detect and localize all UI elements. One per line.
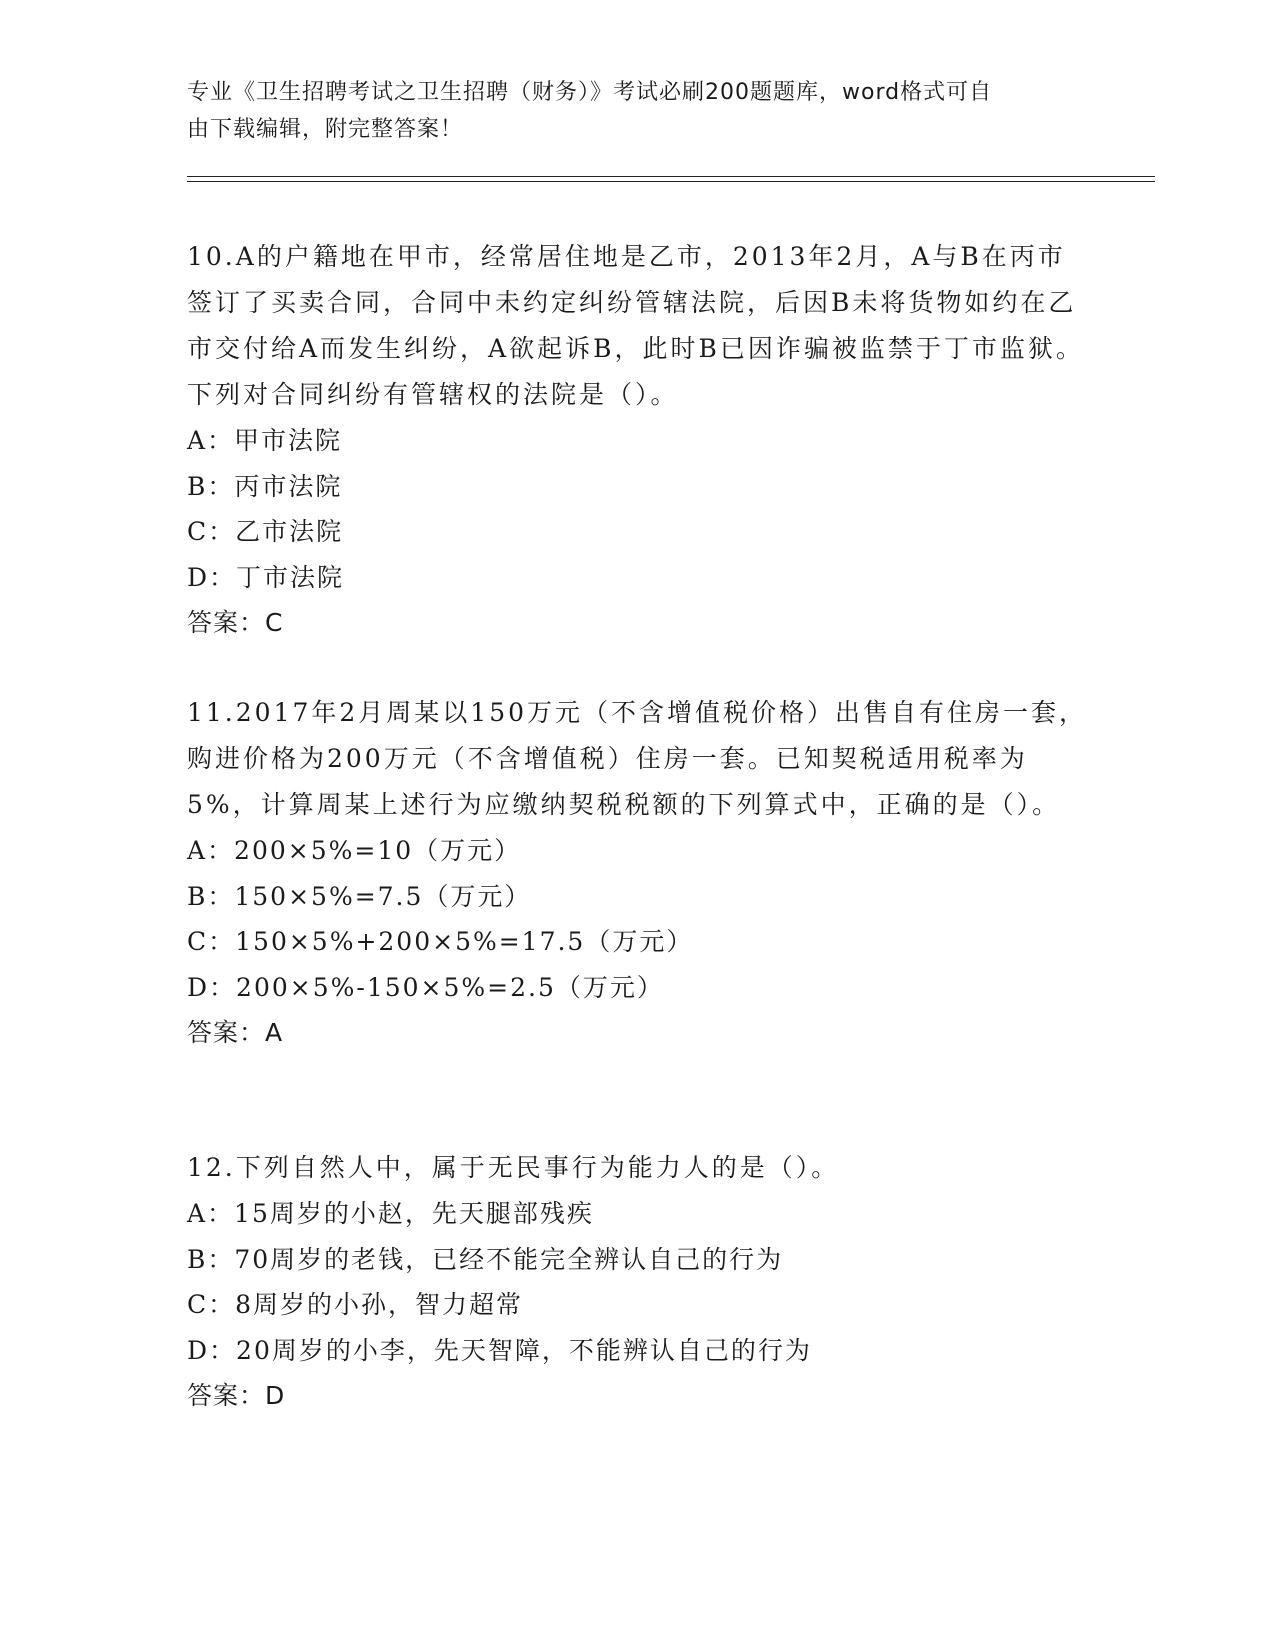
question-12 xyxy=(187,1145,1087,1419)
option-b: B：丙市法院 xyxy=(187,471,343,501)
header-line-1: 专业《卫生招聘考试之卫生招聘（财务）》考试必刷200题题库，word格式可自 xyxy=(187,80,993,105)
option-c: C：乙市法院 xyxy=(187,517,344,546)
option-d: D：20周岁的小李，先天智障，不能辨认自己的行为 xyxy=(187,1335,812,1365)
document-header xyxy=(187,74,1067,148)
question-stem: 11.2017年2月周某以150万元（不含增值税价格）出售自有住房一套，购进价格为200万元（不含增值税）住房一套。已知契税适用税率为5%，计算周某上述行为应缴纳契税税额的下列算式中，正确的是（）。 xyxy=(187,698,1088,819)
option-d: D：200×5%-150×5%=2.5（万元） xyxy=(187,972,664,1002)
option-b: B：70周岁的老钱，已经不能完全辨认自己的行为 xyxy=(187,1244,784,1274)
header-line-2: 由下载编辑，附完整答案！ xyxy=(187,117,464,142)
answer-line: 答案：C xyxy=(187,608,284,637)
option-d: D：丁市法院 xyxy=(187,562,345,592)
option-c: C：8周岁的小孙，智力超常 xyxy=(187,1290,524,1319)
option-a: A：甲市法院 xyxy=(187,426,343,455)
question-10 xyxy=(187,234,1087,646)
question-11 xyxy=(187,690,1087,1056)
answer-line: 答案：D xyxy=(187,1381,286,1410)
question-stem: 12.下列自然人中，属于无民事行为能力人的是（）。 xyxy=(187,1153,840,1182)
answer-line: 答案：A xyxy=(187,1018,284,1047)
option-a: A：200×5%=10（万元） xyxy=(187,836,522,865)
header-divider xyxy=(187,176,1155,182)
option-a: A：15周岁的小赵，先天腿部残疾 xyxy=(187,1199,594,1228)
question-stem: 10.A的户籍地在甲市，经常居住地是乙市，2013年2月，A与B在丙市签订了买卖合同，合同中未约定纠纷管辖法院，后因B未将货物如约在乙市交付给A而发生纠纷，A欲起诉B，此时B已因诈骗被监禁于丁市监狱。下列对合同纠纷有管辖权的法院是（）。 xyxy=(187,242,1084,409)
option-b: B：150×5%=7.5（万元） xyxy=(187,881,532,911)
option-c: C：150×5%+200×5%=17.5（万元） xyxy=(187,927,694,956)
